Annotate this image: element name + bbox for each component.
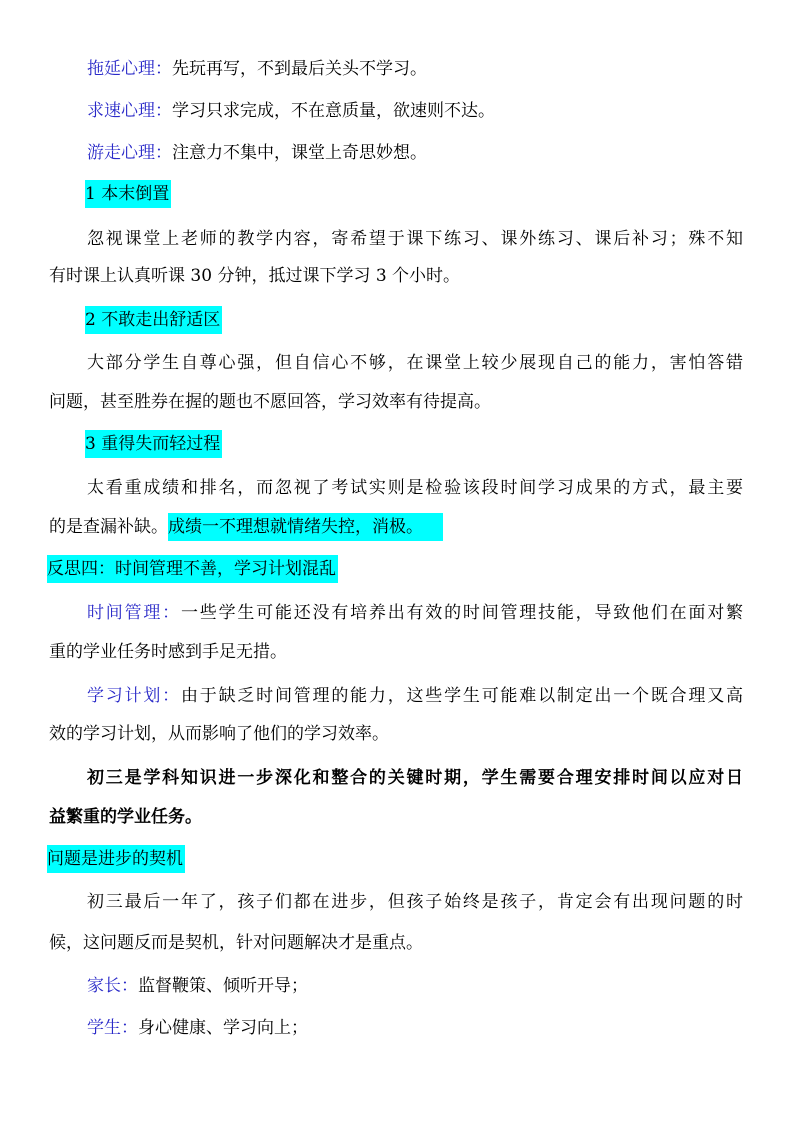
- paragraph-problems-line-1: 初三最后一年了，孩子们都在进步，但孩子始终是孩子，肯定会有出现问题的时: [87, 892, 743, 912]
- paragraph-time-mgmt-line-1: [87, 601, 743, 625]
- term-label: 游走心理：: [87, 143, 172, 163]
- term-label: 拖延心理：: [87, 59, 172, 79]
- paragraph-wandering: [87, 141, 427, 165]
- paragraph-3-line-1: 太看重成绩和排名，而忽视了考试实则是检验该段时间学习成果的方式，最主要: [87, 478, 743, 498]
- text-plain: 的是查漏补缺。: [49, 517, 168, 537]
- heading-text: 3 重得失而轻过程: [85, 430, 222, 458]
- term-text: 由于缺乏时间管理的能力，这些学生可能难以制定出一个既合理又高: [180, 686, 744, 706]
- paragraph-study-plan-line-2: 效的学习计划，从而影响了他们的学习效率。: [49, 724, 389, 744]
- paragraph-2-line-1: 大部分学生自尊心强，但自信心不够，在课堂上较少展现自己的能力，害怕答错: [87, 353, 743, 373]
- section-heading-text: 问题是进步的契机: [47, 845, 185, 873]
- term-text: 一些学生可能还没有培养出有效的时间管理技能，导致他们在面对繁: [180, 603, 744, 623]
- heading-3: [85, 432, 222, 456]
- paragraph-study-plan-line-1: [87, 684, 743, 708]
- bold-paragraph-line-1: 初三是学科知识进一步深化和整合的关键时期，学生需要合理安排时间以应对日: [87, 768, 743, 788]
- paragraph-time-mgmt-line-2: 重的学业任务时感到手足无措。: [49, 642, 287, 662]
- paragraph-2-line-2: 问题，甚至胜券在握的题也不愿回答，学习效率有待提高。: [49, 392, 491, 412]
- term-text: 注意力不集中，课堂上奇思妙想。: [172, 143, 427, 163]
- term-label: 求速心理：: [87, 101, 172, 121]
- term-text: 先玩再写，不到最后关头不学习。: [172, 59, 427, 79]
- section-heading-time-management: [47, 557, 338, 581]
- term-text: 学习只求完成，不在意质量，欲速则不达。: [172, 101, 495, 121]
- paragraph-3-line-2: [49, 515, 443, 539]
- text-highlighted: 成绩一不理想就情绪失控，消极。: [168, 513, 443, 541]
- term-text: 身心健康、学习向上；: [138, 1018, 308, 1038]
- term-label: 时间管理：: [87, 603, 181, 623]
- heading-text: 2 不敢走出舒适区: [85, 306, 222, 334]
- heading-2: [85, 308, 222, 332]
- term-label: 学习计划：: [87, 686, 181, 706]
- paragraph-students: [87, 1016, 308, 1040]
- paragraph-hasty: [87, 99, 495, 123]
- paragraph-procrastination: [87, 57, 427, 81]
- term-label: 学生：: [87, 1018, 138, 1038]
- heading-text: 1 本末倒置: [85, 180, 171, 208]
- paragraph-1-line-1: 忽视课堂上老师的教学内容，寄希望于课下练习、课外练习、课后补习；殊不知: [87, 229, 743, 249]
- paragraph-problems-line-2: 候，这问题反而是契机，针对问题解决才是重点。: [49, 933, 423, 953]
- section-heading-problems: [47, 847, 185, 871]
- heading-1: [85, 182, 171, 206]
- paragraph-1-line-2: 有时课上认真听课 30 分钟，抵过课下学习 3 个小时。: [49, 266, 461, 286]
- bold-paragraph-line-2: 益繁重的学业任务。: [49, 807, 202, 827]
- section-heading-text: 反思四：时间管理不善，学习计划混乱: [47, 555, 338, 583]
- term-text: 监督鞭策、倾听开导；: [138, 976, 308, 996]
- paragraph-parents: [87, 974, 308, 998]
- term-label: 家长：: [87, 976, 138, 996]
